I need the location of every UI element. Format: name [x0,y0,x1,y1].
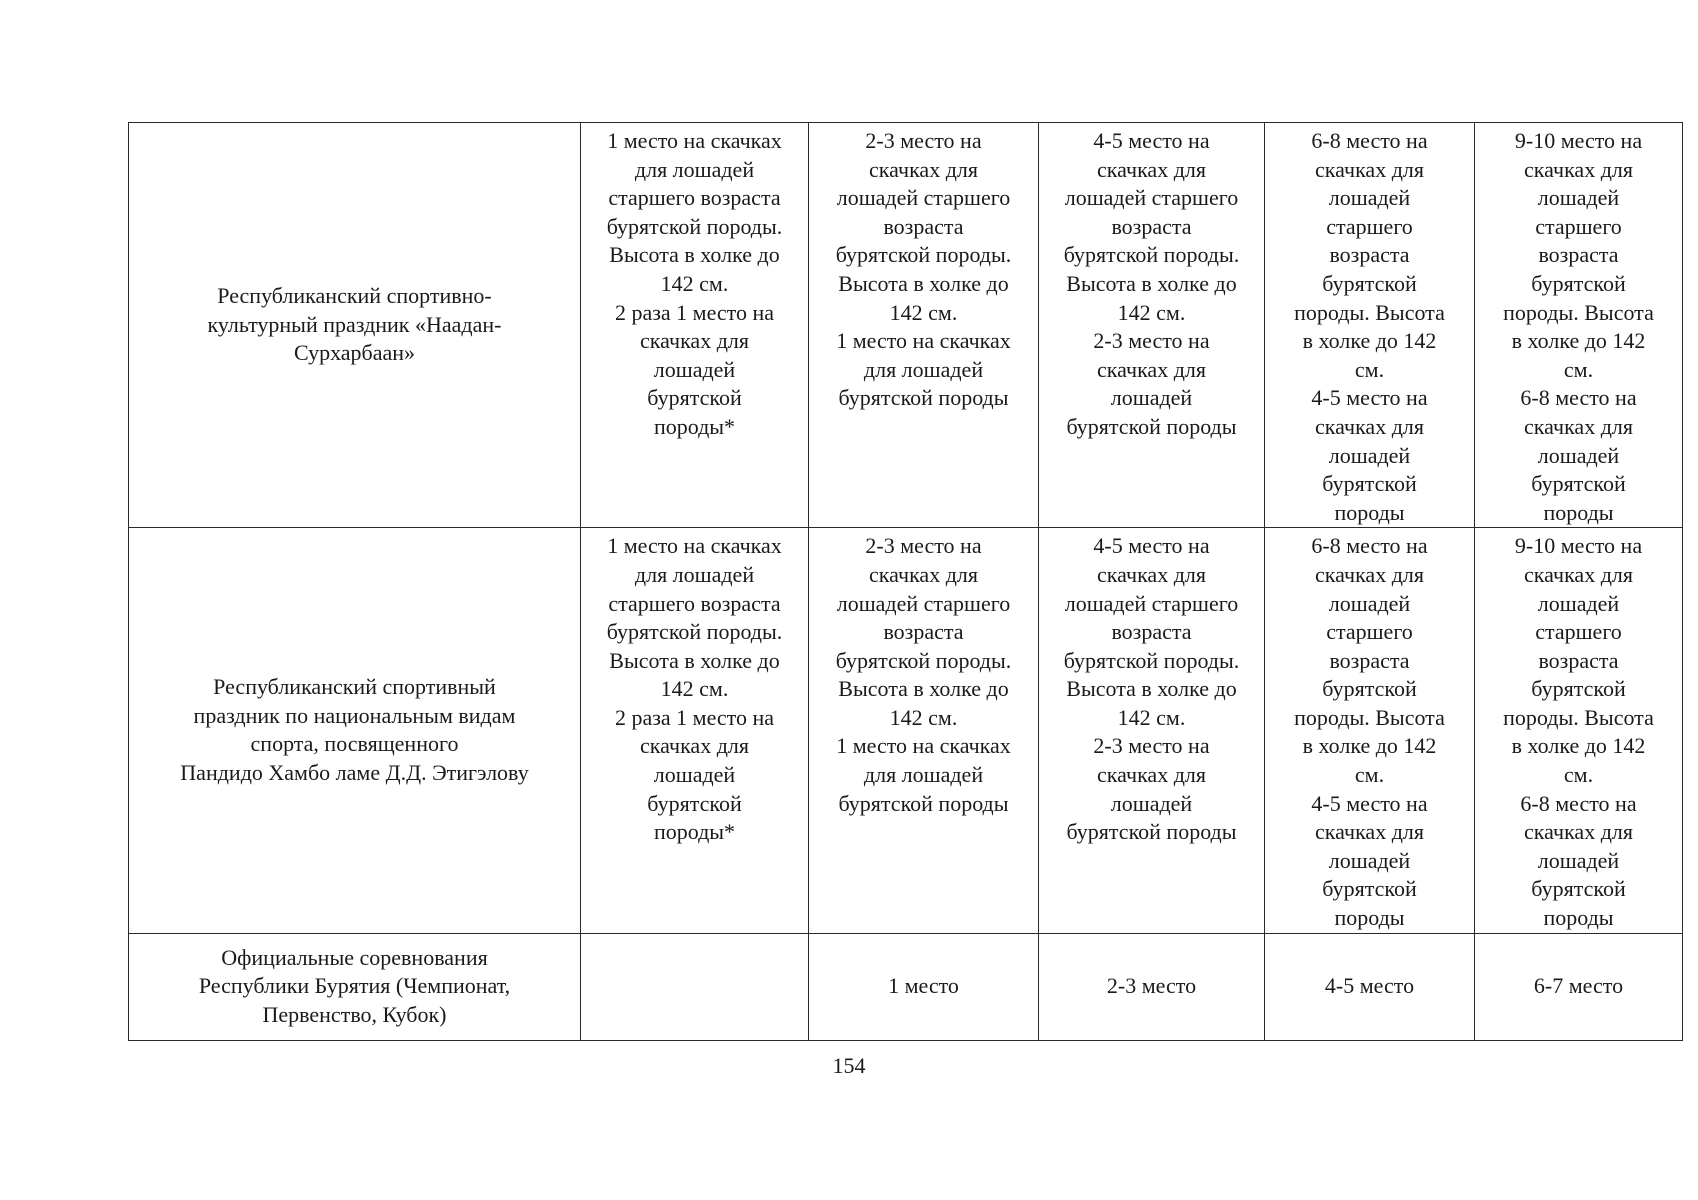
page-number: 154 [832,1053,866,1078]
table-row [129,933,1683,1040]
rank-cell: 6-8 место на скачках для лошадей старшего возраста бурятской породы. Высота в холке до 142 см. 4-5 место на скачках для лошадей бурятской породы [1265,123,1475,528]
rank-cell: 4-5 место на скачках для лошадей старшего возраста бурятской породы. Высота в холке до 142 см. 2-3 место на скачках для лошадей бурятской породы [1039,528,1265,933]
event-title-cell: Республиканский спортивно- культурный праздник «Наадан- Сурхарбаан» [129,123,581,528]
table-row [129,123,1683,528]
rank-cell: 9-10 место на скачках для лошадей старшего возраста бурятской породы. Высота в холке до 142 см. 6-8 место на скачках для лошадей бурятской породы [1475,528,1683,933]
rank-cell: 4-5 место [1265,933,1475,1040]
rank-cell: 1 место [809,933,1039,1040]
requirements-table-wrapper [128,122,1682,1041]
rank-cell: 6-8 место на скачках для лошадей старшего возраста бурятской породы. Высота в холке до 142 см. 4-5 место на скачках для лошадей бурятской породы [1265,528,1475,933]
table-row [129,528,1683,933]
rank-cell: 2-3 место на скачках для лошадей старшего возраста бурятской породы. Высота в холке до 142 см. 1 место на скачках для лошадей бурятской породы [809,123,1039,528]
rank-cell: 2-3 место на скачках для лошадей старшего возраста бурятской породы. Высота в холке до 142 см. 1 место на скачках для лошадей бурятской породы [809,528,1039,933]
rank-cell [581,933,809,1040]
rank-cell: 9-10 место на скачках для лошадей старшего возраста бурятской породы. Высота в холке до 142 см. 6-8 место на скачках для лошадей бурятской породы [1475,123,1683,528]
rank-cell: 6-7 место [1475,933,1683,1040]
rank-cell: 1 место на скачках для лошадей старшего возраста бурятской породы. Высота в холке до 142 см. 2 раза 1 место на скачках для лошадей бурятской породы* [581,528,809,933]
rank-cell: 1 место на скачках для лошадей старшего возраста бурятской породы. Высота в холке до 142 см. 2 раза 1 место на скачках для лошадей бурятской породы* [581,123,809,528]
event-title-cell: Республиканский спортивный праздник по национальным видам спорта, посвященного Пандидо Хамбо ламе Д.Д. Этигэлову [129,528,581,933]
rank-cell: 4-5 место на скачках для лошадей старшего возраста бурятской породы. Высота в холке до 142 см. 2-3 место на скачках для лошадей бурятской породы [1039,123,1265,528]
requirements-table [128,122,1683,1041]
rank-cell: 2-3 место [1039,933,1265,1040]
event-title-cell: Официальные соревнования Республики Бурятия (Чемпионат, Первенство, Кубок) [129,933,581,1040]
